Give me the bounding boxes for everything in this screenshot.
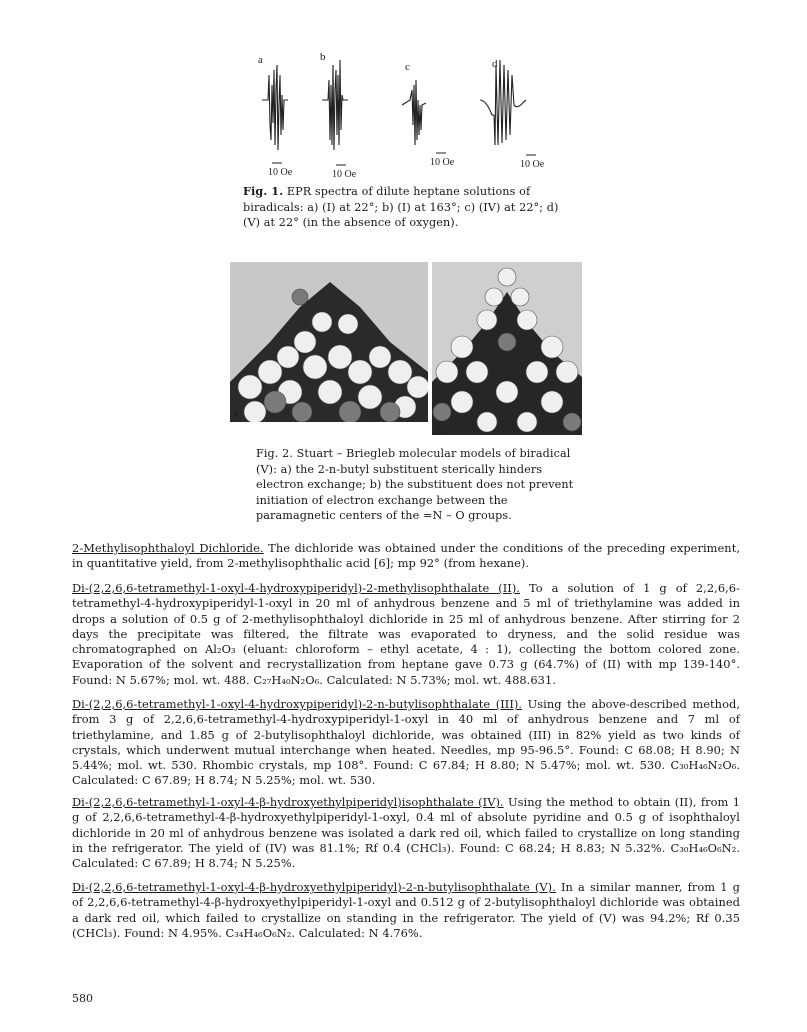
figure-2-label-b: b	[437, 427, 442, 438]
figure-2-label-a: a	[233, 408, 238, 419]
paragraph-1-heading: 2-Methylisophthaloyl Dichloride.	[72, 541, 264, 555]
spectrum-b-scale: 10 Oe	[332, 169, 357, 180]
figure-2-caption-text: Stuart – Briegleb molecular models of biradical (V): a) the 2-n-butyl substituent sterically hinders electron exchange; b) the substituent does not prevent initiation of electron exchange between the paramagnetic centers of the =N – O groups.	[256, 447, 574, 522]
paragraph-3-body: Using the above-described method, from 3 g of 2,2,6,6-tetramethyl-4-hydroxypiperidyl-1-oxyl in 40 ml of anhydrous benzene and 7 ml of triethylamine, and 1.85 g of 2-butylisophthaloyl dichloride, was obtained (III) in 82% yield as two kinds of crystals, which underwent mutual interchange when heated. Needles, mp 95-96.5°. Found: C 68.08; H 8.90; N 5.44%; mol. wt. 530. Rhombic crystals, mp 108°. Found: C 67.84; H 8.80; N 5.47%; mol. wt. 530. C₃₀H₄₆N₂O₆. Calculated: C 67.89; H 8.74; N 5.25%; mol. wt. 530.	[72, 697, 740, 788]
figure-1-caption-text: EPR spectra of dilute heptane solutions of biradicals: a) (I) at 22°; b) (I) at 163°; c) (IV) at 22°; d) (V) at 22° (in the absence of oxygen).	[243, 185, 559, 229]
figure-1-caption	[243, 184, 573, 231]
paragraph-4-heading: Di-(2,2,6,6-tetramethyl-1-oxyl-4-β-hydroxyethylpiperidyl)isophthalate (IV).	[72, 795, 504, 809]
spectrum-d-trace	[480, 60, 526, 145]
spectrum-c-scale: 10 Oe	[430, 157, 455, 168]
molecular-model-b-image	[432, 262, 582, 435]
page-number: 580	[72, 992, 93, 1005]
figure-1-epr-spectra	[240, 45, 570, 185]
paragraph-2-body: To a solution of 1 g of 2,2,6,6-tetramethyl-4-hydroxypiperidyl-1-oxyl in 20 ml of anhydrous benzene and 5 ml of triethylamine was added in drops a solution of 0.5 g of 2-methylisophthaloyl dichloride in 25 ml of anhydrous benzene. After stirring for 2 days the precipitate was filtered, the filtrate was evaporated to dryness, and the solid residue was chromatographed on Al₂O₃ (eluant: chloroform – ethyl acetate, 4 : 1), collecting the bottom colored zone. Evaporation of the solvent and recrystallization from heptane gave 0.73 g (64.7%) of (II) with mp 139-140°. Found: N 5.67%; mol. wt. 488. C₂₇H₄₀N₂O₆. Calculated: N 5.73%; mol. wt. 488.631.	[72, 581, 740, 687]
spectrum-c-trace	[402, 80, 426, 145]
spectrum-d-letter: d	[492, 58, 498, 70]
spectrum-a-trace	[262, 65, 288, 150]
paragraph-2-heading: Di-(2,2,6,6-tetramethyl-1-oxyl-4-hydroxypiperidyl)-2-methylisophthalate (II).	[72, 581, 520, 595]
paragraph-4	[72, 795, 740, 871]
paragraph-3	[72, 697, 740, 789]
spectrum-c-letter: c	[405, 61, 410, 73]
spectrum-a-letter: a	[258, 54, 263, 66]
spectrum-b-letter: b	[320, 51, 326, 63]
figure-2-caption	[256, 446, 581, 524]
paragraph-2	[72, 581, 740, 688]
molecular-model-photo-b	[432, 262, 582, 435]
figure-2-caption-label: Fig. 2.	[256, 447, 293, 460]
paragraph-1	[72, 541, 740, 572]
molecular-model-a-image	[230, 262, 428, 422]
spectrum-d-scale: 10 Oe	[520, 159, 545, 170]
spectrum-a-scale: 10 Oe	[268, 167, 293, 178]
paragraph-5-body: In a similar manner, from 1 g of 2,2,6,6-tetramethyl-4-β-hydroxyethylpiperidyl-1-oxyl and 0.512 g of 2-butylisophthaloyl dichloride was obtained a dark red oil, which failed to crystallize on standing in the refrigerator. The yield of (V) was 94.2%; Rf 0.35 (CHCl₃). Found: N 4.95%. C₃₄H₄₆O₆N₂. Calculated: N 4.76%.	[72, 880, 740, 940]
paragraph-4-body: Using the method to obtain (II), from 1 g of 2,2,6,6-tetramethyl-4-β-hydroxyethylpiperidyl-1-oxyl, 0.4 ml of absolute pyridine and 0.5 g of isophthaloyl dichloride in 20 ml of anhydrous benzene was isolated a dark red oil, which failed to crystallize on long standing in the refrigerator. The yield of (IV) was 81.1%; Rf 0.4 (CHCl₃). Found: C 68.24; H 8.83; N 5.32%. C₃₀H₄₆O₆N₂. Calculated: C 67.89; H 8.74; N 5.25%.	[72, 795, 740, 871]
paragraph-3-heading: Di-(2,2,6,6-tetramethyl-1-oxyl-4-hydroxypiperidyl)-2-n-butylisophthalate (III).	[72, 697, 523, 711]
paragraph-5	[72, 880, 740, 941]
paragraph-1-body: The dichloride was obtained under the conditions of the preceding experiment, in quantitative yield, from 2-methylisophthalic acid [6]; mp 92° (from hexane).	[72, 541, 740, 571]
figure-1-caption-label: Fig. 1.	[243, 184, 284, 198]
paragraph-5-heading: Di-(2,2,6,6-tetramethyl-1-oxyl-4-β-hydroxyethylpiperidyl)-2-n-butylisophthalate (V).	[72, 880, 556, 894]
epr-spectra-plot	[240, 45, 570, 185]
molecular-model-photo-a	[230, 262, 428, 422]
spectrum-b-trace	[322, 60, 348, 150]
